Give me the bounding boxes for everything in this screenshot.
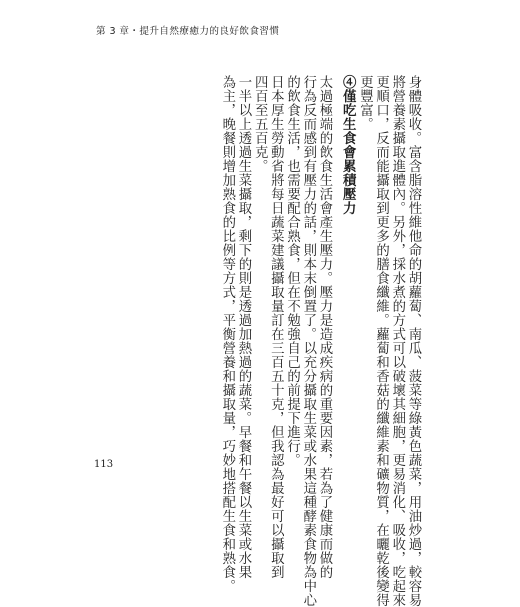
text-line: 太過極端的飲食生活會產生壓力。壓力是造成疾病的重要因素，若為了健康而做的 — [316, 75, 332, 579]
text-line: 將營養素攝取進體內。另外，採水煮的方式可以破壞其細胞，更易消化、吸收，吃起來 — [389, 75, 405, 607]
text-line: 的飲食生活，也需要配合熟食，但在不勉強自己的前提下進行。 — [284, 75, 300, 467]
chapter-header: 第 3 章・提升自然療癒力的良好飲食習慣 — [96, 26, 280, 37]
body-text — [219, 75, 421, 607]
text-line: 更豐富。 — [357, 75, 373, 131]
text-line: 四百至五百克。 — [252, 75, 268, 173]
text-line: 身體吸收。富含脂溶性維他命的胡蘿蔔、南瓜、菠菜等綠黃色蔬菜，用油炒過，較容易 — [406, 75, 421, 607]
text-line: 為主，晚餐則增加熟食的比例等方式，平衡營養和攝取量，巧妙地搭配生食和熟食。 — [219, 75, 235, 593]
text-line: 一半以上透過生菜攝取，剩下的則是透過加熱過的蔬菜。早餐和午餐以生菜或水果 — [235, 75, 251, 579]
section-heading: ④僅吃生食會累積壓力 — [340, 75, 357, 215]
text-line: 日本厚生勞動省將每日蔬菜建議攝取量訂在三百五十克，但我認為最好可以攝取到 — [268, 75, 284, 579]
page-number: 113 — [94, 459, 114, 470]
text-line: 更順口，反而能攝取到更多的膳食纖維。蘿蔔和香菇的纖維素和礦物質，在曬乾後變得 — [373, 75, 389, 607]
text-line: 行為反而感到有壓力的話，則本末倒置了。以充分攝取生菜或水果這種酵素食物為中心 — [300, 75, 316, 607]
